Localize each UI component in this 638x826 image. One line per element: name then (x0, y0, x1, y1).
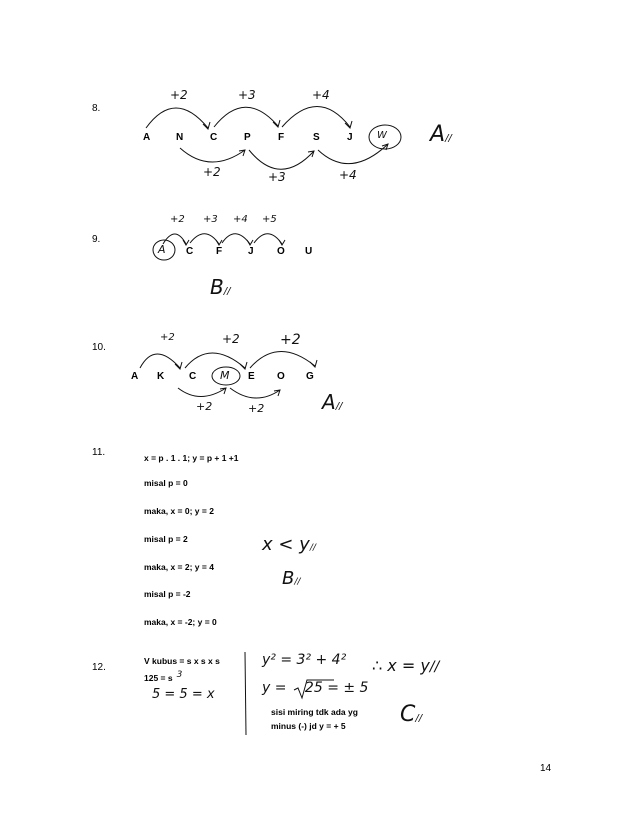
page-number: 14 (540, 763, 552, 774)
q11-line-3: maka, x = 0; y = 2 (144, 506, 214, 516)
q10-top-step-2: +2 (222, 332, 240, 346)
question-10-number: 10. (92, 342, 106, 353)
q12-line-2: 125 = s 3 (144, 670, 183, 683)
q12-line-1: V kubus = s x s x s (144, 656, 220, 666)
q8-answer: A// (430, 122, 452, 147)
q11-conclusion: x < y// (262, 534, 316, 555)
q10-letter-g: G (306, 371, 314, 382)
q10-top-step-1: +2 (160, 332, 175, 343)
q8-letter-f: F (278, 132, 285, 143)
q9-letter-u: U (305, 246, 313, 257)
q8-letter-s: S (313, 132, 320, 143)
q10-letter-c: C (189, 371, 197, 382)
q9-step-1: +2 (170, 214, 185, 225)
q8-letter-n: N (176, 132, 184, 143)
q9-letter-c: C (186, 246, 194, 257)
q12-answer: C// (400, 702, 423, 727)
q10-top-step-3: +2 (280, 332, 301, 348)
q8-bottom-step-1: +2 (203, 165, 221, 179)
q10-letter-k: K (157, 371, 165, 382)
q12-note-1: sisi miring tdk ada yg (271, 707, 358, 717)
q9-step-4: +5 (262, 214, 277, 225)
q12-equation-1: y² = 3² + 4² (262, 652, 347, 668)
q12-equation-2: y = 25 = ± 5 (262, 680, 369, 696)
q10-answer: A// (322, 390, 343, 414)
q8-top-step-2: +3 (238, 88, 256, 102)
q10-letter-a: A (131, 371, 139, 382)
q10-letter-e: E (248, 371, 255, 382)
q9-letter-j: J (248, 246, 254, 257)
question-12-number: 12. (92, 662, 106, 673)
q11-line-2: misal p = 0 (144, 478, 188, 488)
q11-line-6: misal p = -2 (144, 589, 191, 599)
q11-line-1: x = p . 1 . 1; y = p + 1 +1 (144, 453, 239, 463)
q9-letter-a: A (158, 243, 166, 256)
q9-step-2: +3 (203, 214, 218, 225)
question-11-number: 11. (92, 447, 106, 458)
q8-bottom-step-2: +3 (268, 170, 286, 184)
q12-note-2: minus (-) jd y = + 5 (271, 721, 346, 731)
q8-letter-w: W (377, 130, 387, 141)
q9-step-3: +4 (233, 214, 248, 225)
question-9-number: 9. (92, 234, 101, 245)
q11-answer: B// (282, 568, 301, 589)
q10-letter-o: O (277, 371, 285, 382)
q9-answer: B// (210, 275, 231, 299)
q11-line-7: maka, x = -2; y = 0 (144, 617, 217, 627)
q9-letter-o: O (277, 246, 285, 257)
q8-bottom-step-3: +4 (339, 168, 357, 182)
q12-conclusion: ∴ x = y// (372, 656, 440, 675)
q10-letter-m: M (220, 369, 230, 382)
q8-letter-j: J (347, 132, 353, 143)
q11-line-5: maka, x = 2; y = 4 (144, 562, 214, 572)
q8-letter-p: P (244, 132, 251, 143)
q10-bottom-step-2: +2 (248, 402, 265, 415)
q9-letter-f: F (216, 246, 223, 257)
q8-top-step-1: +2 (170, 88, 188, 102)
q8-letter-a: A (143, 132, 151, 143)
q8-top-step-3: +4 (312, 88, 330, 102)
q11-line-4: misal p = 2 (144, 534, 188, 544)
q10-bottom-step-1: +2 (196, 400, 213, 413)
question-8-number: 8. (92, 103, 101, 114)
q8-letter-c: C (210, 132, 218, 143)
q12-working: 5 = 5 = x (152, 687, 215, 702)
